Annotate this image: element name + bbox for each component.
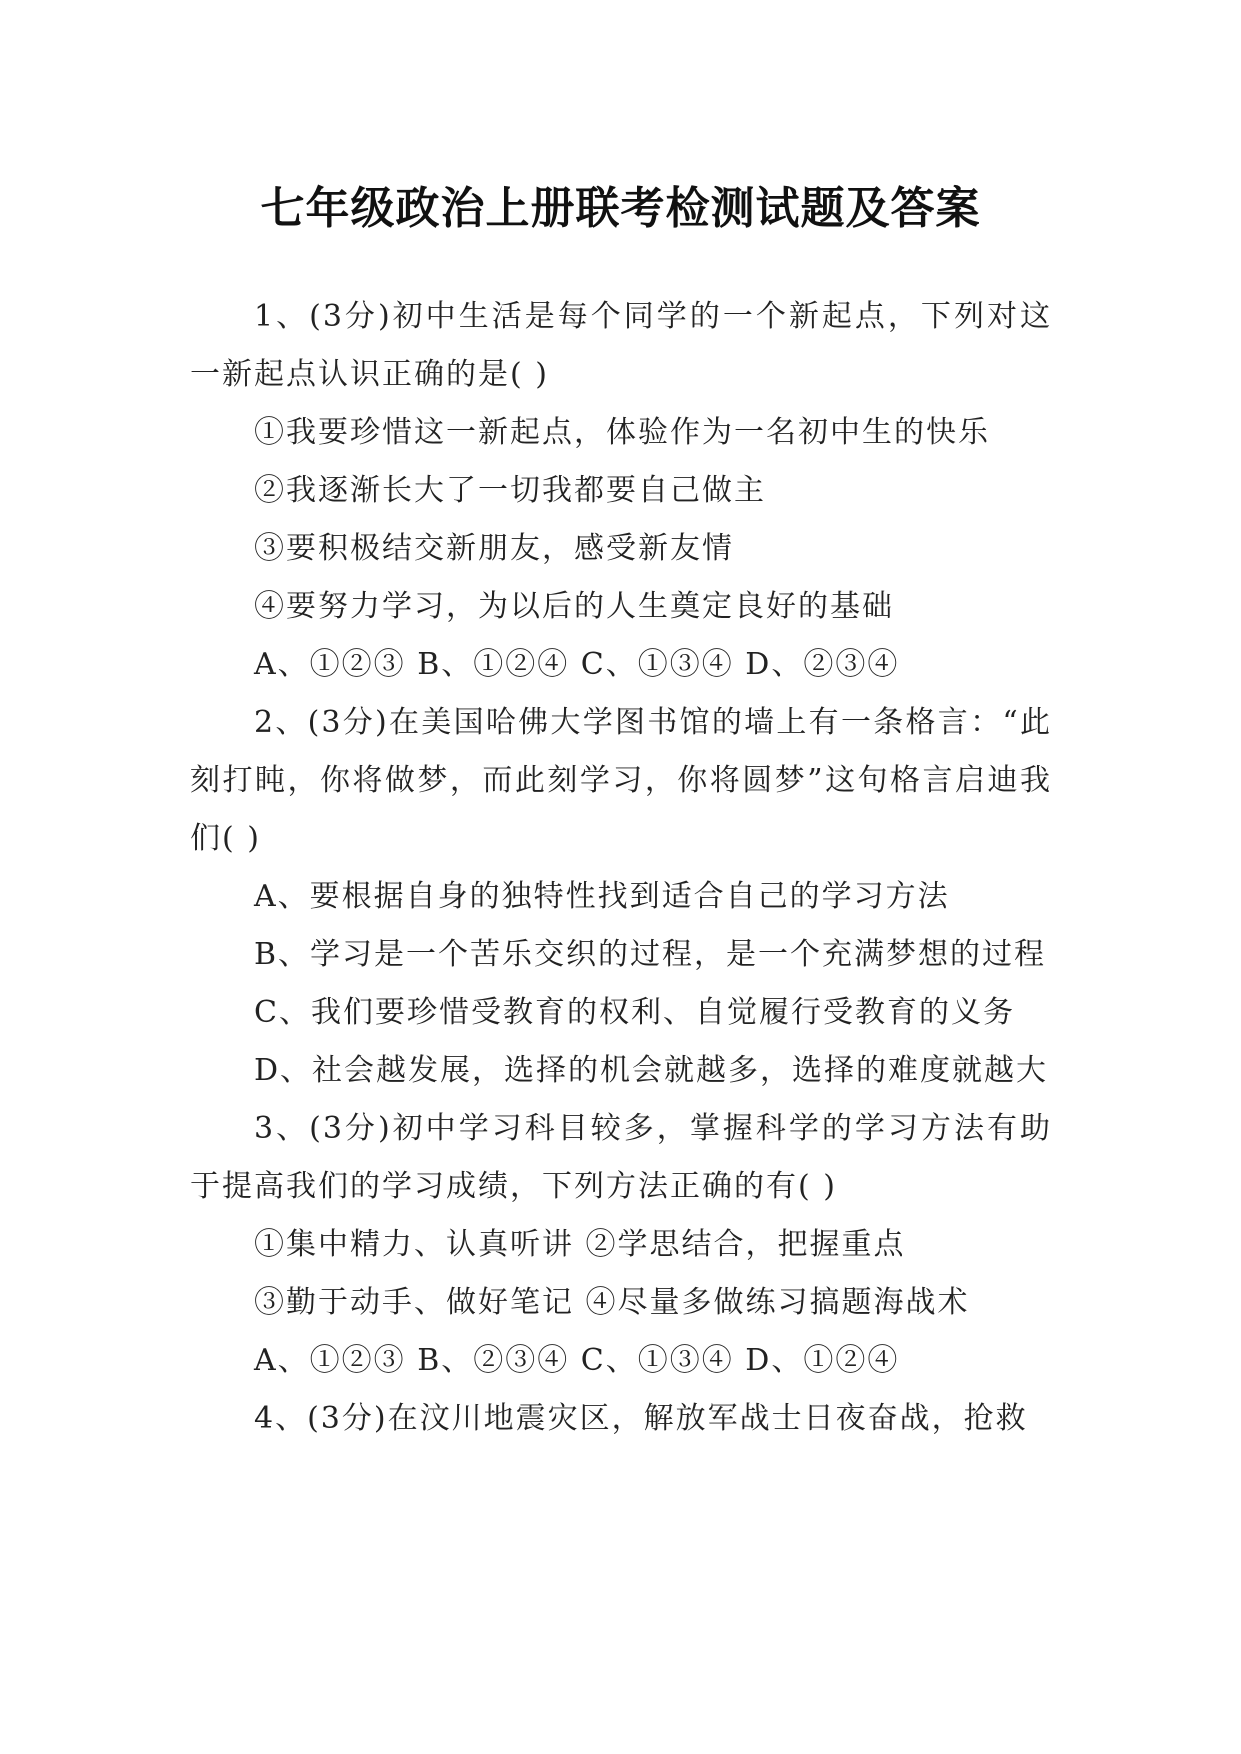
- question-2-option-d: D、社会越发展，选择的机会就越多，选择的难度就越大: [254, 1053, 1049, 1088]
- question-2-stem: 2、(3分)在美国哈佛大学图书馆的墙上有一条格言：“此刻打盹，你将做梦，而此刻学习，你将圆梦”这句格言启迪我们( ): [190, 705, 1052, 856]
- question-1-statement-3: ③要积极结交新朋友，感受新友情: [254, 531, 734, 566]
- question-1-statement-2: ②我逐渐长大了一切我都要自己做主: [254, 473, 766, 508]
- question-3-statements-3-4: ③勤于动手、做好笔记 ④尽量多做练习搞题海战术: [254, 1285, 970, 1320]
- question-3-options: A、①②③ B、②③④ C、①③④ D、①②④: [254, 1343, 900, 1378]
- question-2-option-a: A、要根据自身的独特性找到适合自己的学习方法: [254, 879, 950, 914]
- document-body: [190, 288, 1052, 1448]
- question-3-statements-1-2: ①集中精力、认真听讲 ②学思结合，把握重点: [254, 1227, 906, 1262]
- question-4-stem: 4、(3分)在汶川地震灾区，解放军战士日夜奋战，抢救: [254, 1401, 1028, 1436]
- question-1-statement-1: ①我要珍惜这一新起点，体验作为一名初中生的快乐: [254, 415, 990, 450]
- question-2-option-c: C、我们要珍惜受教育的权利、自觉履行受教育的义务: [254, 995, 1015, 1030]
- document-title: 七年级政治上册联考检测试题及答案: [260, 183, 981, 235]
- question-2-option-b: B、学习是一个苦乐交织的过程，是一个充满梦想的过程: [254, 937, 1047, 972]
- question-1-statement-4: ④要努力学习，为以后的人生奠定良好的基础: [254, 589, 894, 624]
- question-1-options: A、①②③ B、①②④ C、①③④ D、②③④: [254, 647, 900, 682]
- question-3-stem: 3、(3分)初中学习科目较多，掌握科学的学习方法有助于提高我们的学习成绩，下列方法正确的有( ): [190, 1111, 1052, 1204]
- question-1-stem: 1、(3分)初中生活是每个同学的一个新起点，下列对这一新起点认识正确的是( ): [190, 299, 1052, 392]
